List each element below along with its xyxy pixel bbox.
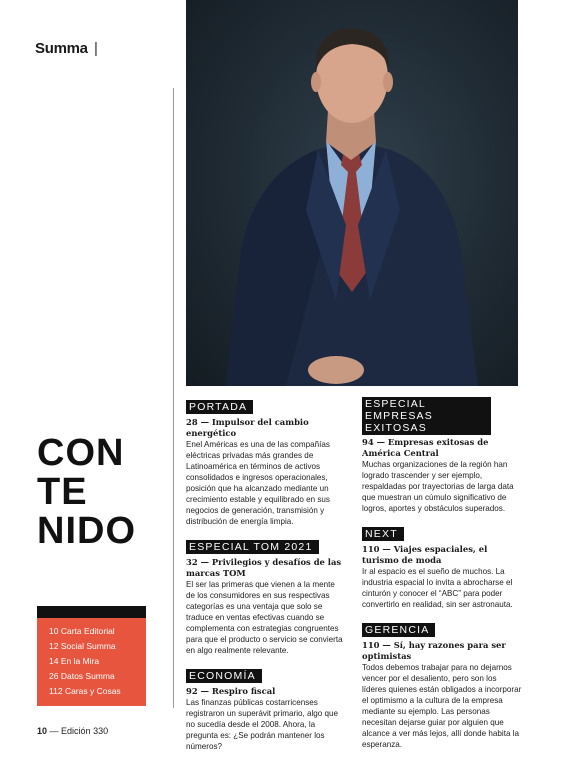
article-gerencia[interactable]: [362, 620, 522, 750]
index-item[interactable]: 112 Caras y Cosas: [49, 686, 121, 696]
articles-column-right: [362, 397, 522, 760]
section-label: ESPECIAL EMPRESAS EXITOSAS: [362, 397, 491, 435]
articles-column-left: [186, 397, 346, 762]
brand-separator: |: [94, 40, 98, 57]
edition-label: Edición 330: [61, 726, 109, 736]
section-label: PORTADA: [186, 400, 253, 414]
page-number: 10: [37, 726, 48, 736]
section-index-box: [37, 606, 146, 706]
section-index-panel: [37, 618, 146, 706]
section-label: GERENCIA: [362, 623, 435, 637]
section-label: ESPECIAL TOM 2021: [186, 540, 319, 554]
page-footer: [37, 726, 108, 736]
article-summary: Ir al espacio es el sueño de muchos. La industria espacial lo invita a abrocharse el cinturón y conocer el “ABC” para poder convertirlo en realidad, sin ser astronauta.: [362, 567, 513, 609]
cover-photo: [186, 0, 518, 386]
index-item[interactable]: 26 Datos Summa: [49, 671, 115, 681]
contents-title: [37, 434, 136, 550]
section-label: ECONOMÍA: [186, 669, 262, 683]
article-heading[interactable]: 32 — Privilegios y desafíos de las marcas TOM: [186, 557, 342, 578]
article-heading[interactable]: 94 — Empresas exitosas de América Central: [362, 437, 489, 458]
article-heading[interactable]: 28 — Impulsor del cambio energético: [186, 417, 309, 438]
index-item[interactable]: 10 Carta Editorial: [49, 626, 115, 636]
article-especial-tom[interactable]: [186, 537, 346, 656]
article-heading[interactable]: 110 — Sí, hay razones para ser optimistas: [362, 640, 506, 661]
article-summary: Todos debemos trabajar para no dejarnos vencer por el desaliento, pero son los líderes quienes están obligados a incorporar el optimismo a la cultura de la empresa mediante su ejemplo. Las personas necesitan dejarse guiar por alguien que alcance a ver más lejos, allí donde habita la esperanza.: [362, 663, 522, 749]
article-summary: Muchas organizaciones de la región han logrado trascender y ser ejemplo, respaldadas por trayectorias de larga data que muestran un cúmulo significativo de logros, aportes y obstáculos superados.: [362, 460, 514, 513]
article-portada[interactable]: [186, 397, 346, 527]
article-next[interactable]: [362, 524, 522, 610]
vertical-divider: [173, 88, 174, 708]
contents-title-line: TE: [37, 470, 88, 513]
article-summary: Enel Américas es una de las compañías eléctricas privadas más grandes de Latinoamérica en términos de activos consolidados e ingresos operacionales, posición que ha alcanzado mediante un crecimiento estable y equilibrado en sus negocios de generación, transmisión y distribución de energía limpia.: [186, 440, 330, 526]
index-item[interactable]: 14 En la Mira: [49, 656, 100, 666]
article-summary: Las finanzas públicas costarricenses registraron un superávit primario, algo que no sucedía desde el 2008. Ahora, la pregunta es: ¿Se podrán mantener los números?: [186, 698, 339, 751]
contents-title-line: NIDO: [37, 509, 136, 552]
article-heading[interactable]: 110 — Viajes espaciales, el turismo de moda: [362, 544, 488, 565]
section-label: NEXT: [362, 527, 404, 541]
index-item[interactable]: 12 Social Summa: [49, 641, 116, 651]
footer-dash: —: [49, 726, 59, 736]
article-heading[interactable]: 92 — Respiro fiscal: [186, 686, 276, 696]
contents-title-line: CON: [37, 432, 125, 474]
magazine-brand: Summa: [35, 40, 88, 57]
executive-portrait: [186, 0, 518, 386]
section-index-list: [37, 618, 146, 699]
article-empresas-exitosas[interactable]: [362, 397, 522, 514]
article-summary: El ser las primeras que vienen a la mente de los consumidores en sus respectivas categorías es una ventaja que solo se traduce en ventas efectivas cuando se complementa con estrategias congruentes para que el producto o servicio se convierta en algo realmente relevante.: [186, 580, 343, 655]
article-economia[interactable]: [186, 666, 346, 752]
